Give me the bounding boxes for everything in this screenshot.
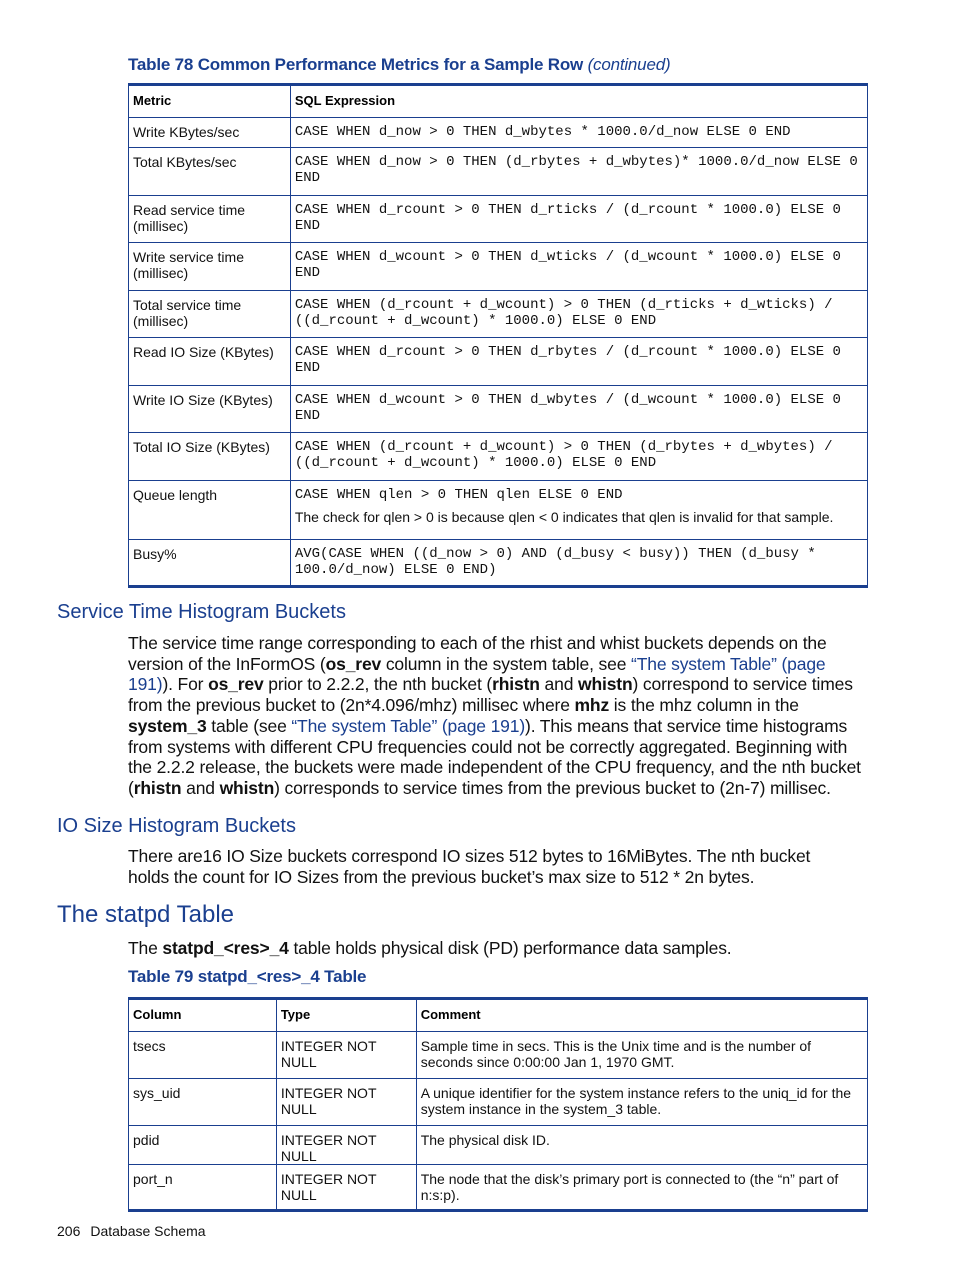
table-header-row <box>129 85 868 118</box>
system-table-link[interactable]: “The system Table” (page 191) <box>128 653 826 695</box>
comment-cell: Sample time in secs. This is the Unix time and is the number of seconds since 0:00:00 Jan 1, 1970 GMT. <box>416 1032 867 1079</box>
column-header-column: Column <box>129 999 277 1032</box>
column-cell: sys_uid <box>129 1079 277 1126</box>
page-number: 206 <box>57 1223 81 1239</box>
section-heading-io-size: IO Size Histogram Buckets <box>57 815 296 837</box>
metric-cell: Total service time (millisec) <box>129 291 291 338</box>
metric-cell: Write service time (millisec) <box>129 243 291 291</box>
statpd-intro-paragraph: The statpd_<res>_4 table holds physical disk (PD) performance data samples. <box>128 938 732 958</box>
metric-cell: Total KBytes/sec <box>129 148 291 196</box>
sql-cell: CASE WHEN (d_rcount + d_wcount) > 0 THEN (d_rbytes + d_wbytes) / ((d_rcount + d_wcount) * 1000.0) ELSE 0 END <box>290 433 867 481</box>
sql-cell: AVG(CASE WHEN ((d_now > 0) AND (d_busy < busy)) THEN (d_busy * 100.0/d_now) ELSE 0 END) <box>290 540 867 587</box>
sql-expression: CASE WHEN qlen > 0 THEN qlen ELSE 0 END <box>294 487 623 503</box>
footer-section-title: Database Schema <box>90 1223 206 1239</box>
metric-cell: Read IO Size (KBytes) <box>129 338 291 386</box>
table-row <box>129 196 868 243</box>
sql-cell: CASE WHEN d_rcount > 0 THEN d_rbytes / (d_rcount * 1000.0) ELSE 0 END <box>290 338 867 386</box>
section-heading-statpd: The statpd Table <box>57 901 235 928</box>
table-row <box>129 291 868 338</box>
table-row <box>129 1126 868 1165</box>
sql-cell: CASE WHEN (d_rcount + d_wcount) > 0 THEN (d_rticks + d_wticks) / ((d_rcount + d_wcount) * 1000.0) ELSE 0 END <box>290 291 867 338</box>
type-cell: INTEGER NOT NULL <box>276 1126 416 1165</box>
sql-cell: CASE WHEN d_now > 0 THEN (d_rbytes + d_wbytes)* 1000.0/d_now ELSE 0 END <box>290 148 867 196</box>
table-row <box>129 540 868 587</box>
section-heading-service-time: Service Time Histogram Buckets <box>57 601 346 623</box>
table-row <box>129 386 868 433</box>
metrics-table <box>128 83 868 588</box>
table-header-row <box>129 999 868 1032</box>
sql-cell: CASE WHEN d_now > 0 THEN d_wbytes * 1000.0/d_now ELSE 0 END <box>290 118 867 148</box>
column-header-metric: Metric <box>129 85 291 118</box>
io-size-paragraph: There are16 IO Size buckets correspond IO sizes 512 bytes to 16MiBytes. The nth bucket holds the count for IO Sizes from the previous bucket’s max size to 512 * 2n bytes. <box>128 846 811 887</box>
metric-cell: Write IO Size (KBytes) <box>129 386 291 433</box>
table-row <box>129 338 868 386</box>
table-row <box>129 1165 868 1211</box>
comment-cell: A unique identifier for the system instance refers to the uniq_id for the system instance in the system_3 table. <box>416 1079 867 1126</box>
table79-caption: Table 79 statpd_<res>_4 Table <box>128 967 367 986</box>
table78-caption: Table 78 Common Performance Metrics for a Sample Row (continued) <box>128 55 671 74</box>
type-cell: INTEGER NOT NULL <box>276 1079 416 1126</box>
column-header-type: Type <box>276 999 416 1032</box>
table-row <box>129 433 868 481</box>
system-table-link[interactable]: “The system Table” (page 191) <box>291 715 526 736</box>
column-cell: tsecs <box>129 1032 277 1079</box>
comment-cell: The physical disk ID. <box>416 1126 867 1165</box>
sql-cell: CASE WHEN d_rcount > 0 THEN d_rticks / (d_rcount * 1000.0) ELSE 0 END <box>290 196 867 243</box>
table-row <box>129 118 868 148</box>
table-row <box>129 148 868 196</box>
sql-cell: CASE WHEN d_wcount > 0 THEN d_wbytes / (d_wcount * 1000.0) ELSE 0 END <box>290 386 867 433</box>
sql-note: The check for qlen > 0 is because qlen < 0 indicates that qlen is invalid for that sample. <box>294 509 834 525</box>
column-header-sql: SQL Expression <box>290 85 867 118</box>
column-cell: pdid <box>129 1126 277 1165</box>
metric-cell: Busy% <box>129 540 291 587</box>
statpd-table <box>128 997 868 1212</box>
metric-cell: Write KBytes/sec <box>129 118 291 148</box>
metric-cell: Total IO Size (KBytes) <box>129 433 291 481</box>
column-cell: port_n <box>129 1165 277 1211</box>
table-row <box>129 243 868 291</box>
type-cell: INTEGER NOT NULL <box>276 1032 416 1079</box>
comment-cell: The node that the disk’s primary port is connected to (the “n” part of n:s:p). <box>416 1165 867 1211</box>
table-row <box>129 1079 868 1126</box>
metric-cell: Read service time (millisec) <box>129 196 291 243</box>
sql-cell: CASE WHEN d_wcount > 0 THEN d_wticks / (d_wcount * 1000.0) ELSE 0 END <box>290 243 867 291</box>
column-header-comment: Comment <box>416 999 867 1032</box>
metric-cell: Queue length <box>129 481 291 540</box>
sql-cell <box>290 481 867 540</box>
table-row <box>129 1032 868 1079</box>
table-row <box>129 481 868 540</box>
page-footer <box>57 1223 216 1239</box>
type-cell: INTEGER NOT NULL <box>276 1165 416 1211</box>
service-time-paragraph: The service time range corresponding to each of the rhist and whist buckets depends on the version of the InFormOS (os_rev column in the system table, see “The system Table” (page 191)). For os_rev prior to 2.2.2, the nth bucket (rhistn and whistn) correspond to service times from the previous bucket to (2n*4.096/mhz) millisec where mhz is the mhz column in the system_3 table (see “The system Table” (page 191)). This means that service time histograms from systems with different CPU frequencies could not be correctly aggregated. Beginning with the 2.2.2 release, the buckets were made independent of the CPU frequency, and the nth bucket (rhistn and whistn) corresponds to service times from the previous bucket to (2n-7) millisec. <box>128 633 861 798</box>
